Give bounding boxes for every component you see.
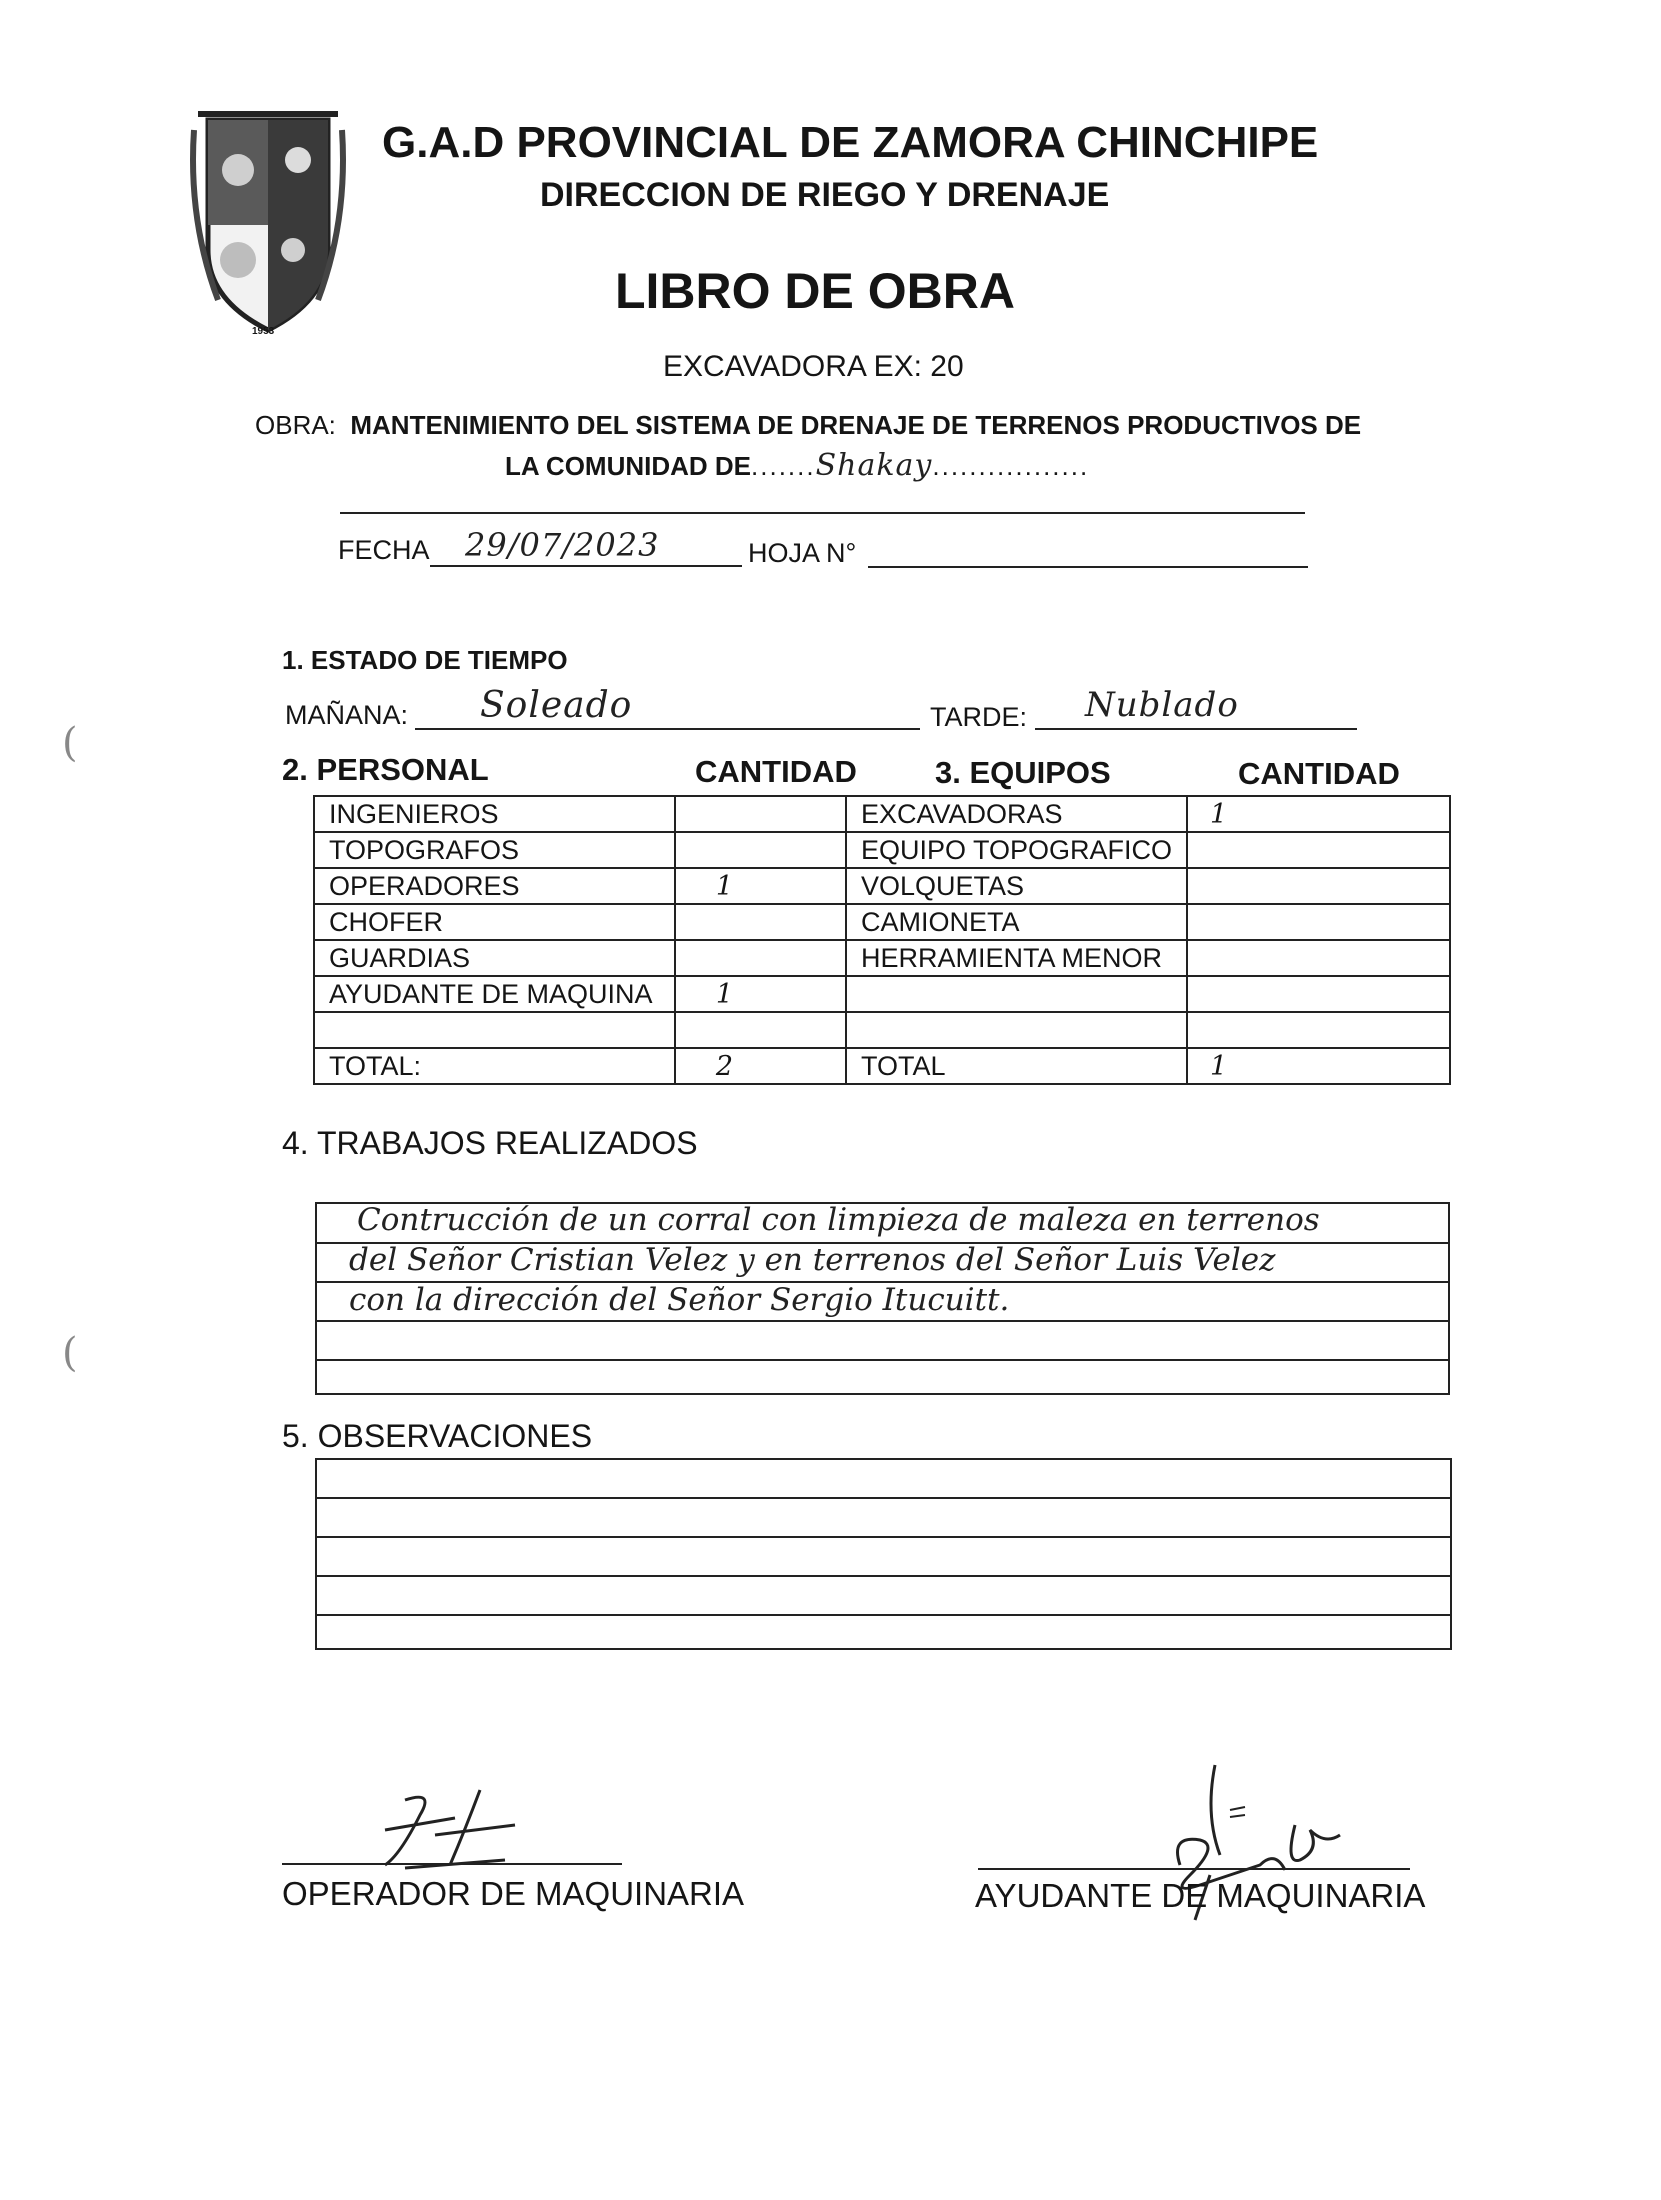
personal-qty[interactable]: 1 [675, 976, 846, 1012]
table-row [314, 832, 1450, 868]
margin-mark: ( [62, 720, 78, 766]
community-value[interactable]: Shakay [815, 448, 933, 483]
section5-title: 5. OBSERVACIONES [282, 1418, 593, 1454]
section3-title: 3. EQUIPOS [935, 755, 1111, 790]
operator-signature-line [282, 1863, 622, 1865]
operator-label: OPERADOR DE MAQUINARIA [282, 1875, 745, 1912]
manana-value[interactable]: Soleado [480, 685, 633, 726]
equipos-label: VOLQUETAS [846, 868, 1187, 904]
equipos-qty[interactable] [1187, 832, 1450, 868]
table-row [314, 868, 1450, 904]
trabajos-lines-box [315, 1202, 1450, 1395]
personal-label: GUARDIAS [314, 940, 675, 976]
equipos-label: EXCAVADORAS [846, 796, 1187, 832]
coat-of-arms-icon [188, 100, 348, 340]
equipos-label: HERRAMIENTA MENOR [846, 940, 1187, 976]
operator-signature [345, 1780, 545, 1880]
margin-mark: ( [62, 1330, 78, 1376]
fecha-underline [430, 565, 742, 567]
ruled-line [317, 1359, 1448, 1361]
ruled-line [317, 1575, 1450, 1577]
obra-line [255, 410, 1361, 441]
tarde-label: TARDE: [930, 702, 1028, 732]
manana-label: MAÑANA: [285, 700, 409, 730]
personal-label: INGENIEROS [314, 796, 675, 832]
equipos-qty[interactable] [1187, 1012, 1450, 1048]
community-dots: ....... [751, 451, 816, 481]
trabajos-line[interactable]: Contrucción de un corral con limpieza de maleza en terrenos [357, 1202, 1320, 1238]
trabajos-line[interactable]: del Señor Cristian Velez y en terrenos del Señor Luis Velez [349, 1242, 1276, 1278]
table-row [314, 796, 1450, 832]
equipos-qty[interactable] [1187, 868, 1450, 904]
equipos-qty[interactable] [1187, 940, 1450, 976]
equipos-label: CAMIONETA [846, 904, 1187, 940]
table-total-row [314, 1048, 1450, 1084]
manana-underline [415, 728, 920, 730]
equipos-label [846, 976, 1187, 1012]
table-row [314, 904, 1450, 940]
logo-year-text: 1953 [252, 326, 275, 337]
equipos-qty[interactable]: 1 [1187, 796, 1450, 832]
assistant-signature-line [978, 1868, 1410, 1870]
personal-qty[interactable] [675, 940, 846, 976]
ruled-line [317, 1536, 1450, 1538]
obra-label: OBRA: [255, 410, 336, 440]
tarde-underline [1035, 728, 1357, 730]
equipos-total-label: TOTAL [846, 1048, 1187, 1084]
section3-cantidad-header: CANTIDAD [1238, 756, 1400, 791]
ruled-line [317, 1614, 1450, 1616]
community-label: LA COMUNIDAD DE [505, 451, 752, 481]
personal-qty[interactable]: 1 [675, 868, 846, 904]
personal-total-value[interactable]: 2 [675, 1048, 846, 1084]
hoja-underline [868, 566, 1308, 568]
table-row [314, 940, 1450, 976]
equipos-qty[interactable] [1187, 904, 1450, 940]
section2-title: 2. PERSONAL [282, 752, 489, 787]
hoja-label: HOJA N° [748, 538, 857, 568]
ruled-line [317, 1497, 1450, 1499]
table-row [314, 976, 1450, 1012]
section1-title: 1. ESTADO DE TIEMPO [282, 645, 568, 675]
ruled-line [317, 1320, 1448, 1322]
fecha-label: FECHA [338, 535, 430, 565]
coat-of-arms-logo [188, 100, 348, 340]
table-row [314, 1012, 1450, 1048]
personal-label [314, 1012, 675, 1048]
obra-underline [340, 512, 1305, 514]
department-title: DIRECCION DE RIEGO Y DRENAJE [540, 176, 1110, 214]
personal-label: CHOFER [314, 904, 675, 940]
equipos-qty[interactable] [1187, 976, 1450, 1012]
personal-equipos-table [313, 795, 1451, 1085]
equipos-label: EQUIPO TOPOGRAFICO [846, 832, 1187, 868]
assistant-label: AYUDANTE DE MAQUINARIA [975, 1877, 1426, 1914]
book-title: LIBRO DE OBRA [615, 263, 1015, 319]
personal-qty[interactable] [675, 832, 846, 868]
fecha-value[interactable]: 29/07/2023 [465, 526, 660, 564]
personal-label: OPERADORES [314, 868, 675, 904]
personal-label: AYUDANTE DE MAQUINA [314, 976, 675, 1012]
section4-title: 4. TRABAJOS REALIZADOS [282, 1125, 698, 1161]
org-title: G.A.D PROVINCIAL DE ZAMORA CHINCHIPE [382, 118, 1319, 167]
observaciones-lines-box [315, 1458, 1452, 1650]
equipos-label [846, 1012, 1187, 1048]
section2-cantidad-header: CANTIDAD [695, 754, 857, 789]
trabajos-line[interactable]: con la dirección del Señor Sergio Itucuitt. [349, 1282, 1010, 1318]
equipos-total-value[interactable]: 1 [1187, 1048, 1450, 1084]
personal-qty[interactable] [675, 796, 846, 832]
personal-qty[interactable] [675, 904, 846, 940]
personal-total-label: TOTAL: [314, 1048, 675, 1084]
personal-label: TOPOGRAFOS [314, 832, 675, 868]
tarde-value[interactable]: Nublado [1085, 685, 1239, 725]
community-dots-trailing: ................. [932, 451, 1090, 481]
machine-label: EXCAVADORA EX: 20 [663, 350, 964, 383]
community-line [505, 448, 1089, 483]
obra-description: MANTENIMIENTO DEL SISTEMA DE DRENAJE DE TERRENOS PRODUCTIVOS DE [350, 410, 1362, 440]
personal-qty[interactable] [675, 1012, 846, 1048]
